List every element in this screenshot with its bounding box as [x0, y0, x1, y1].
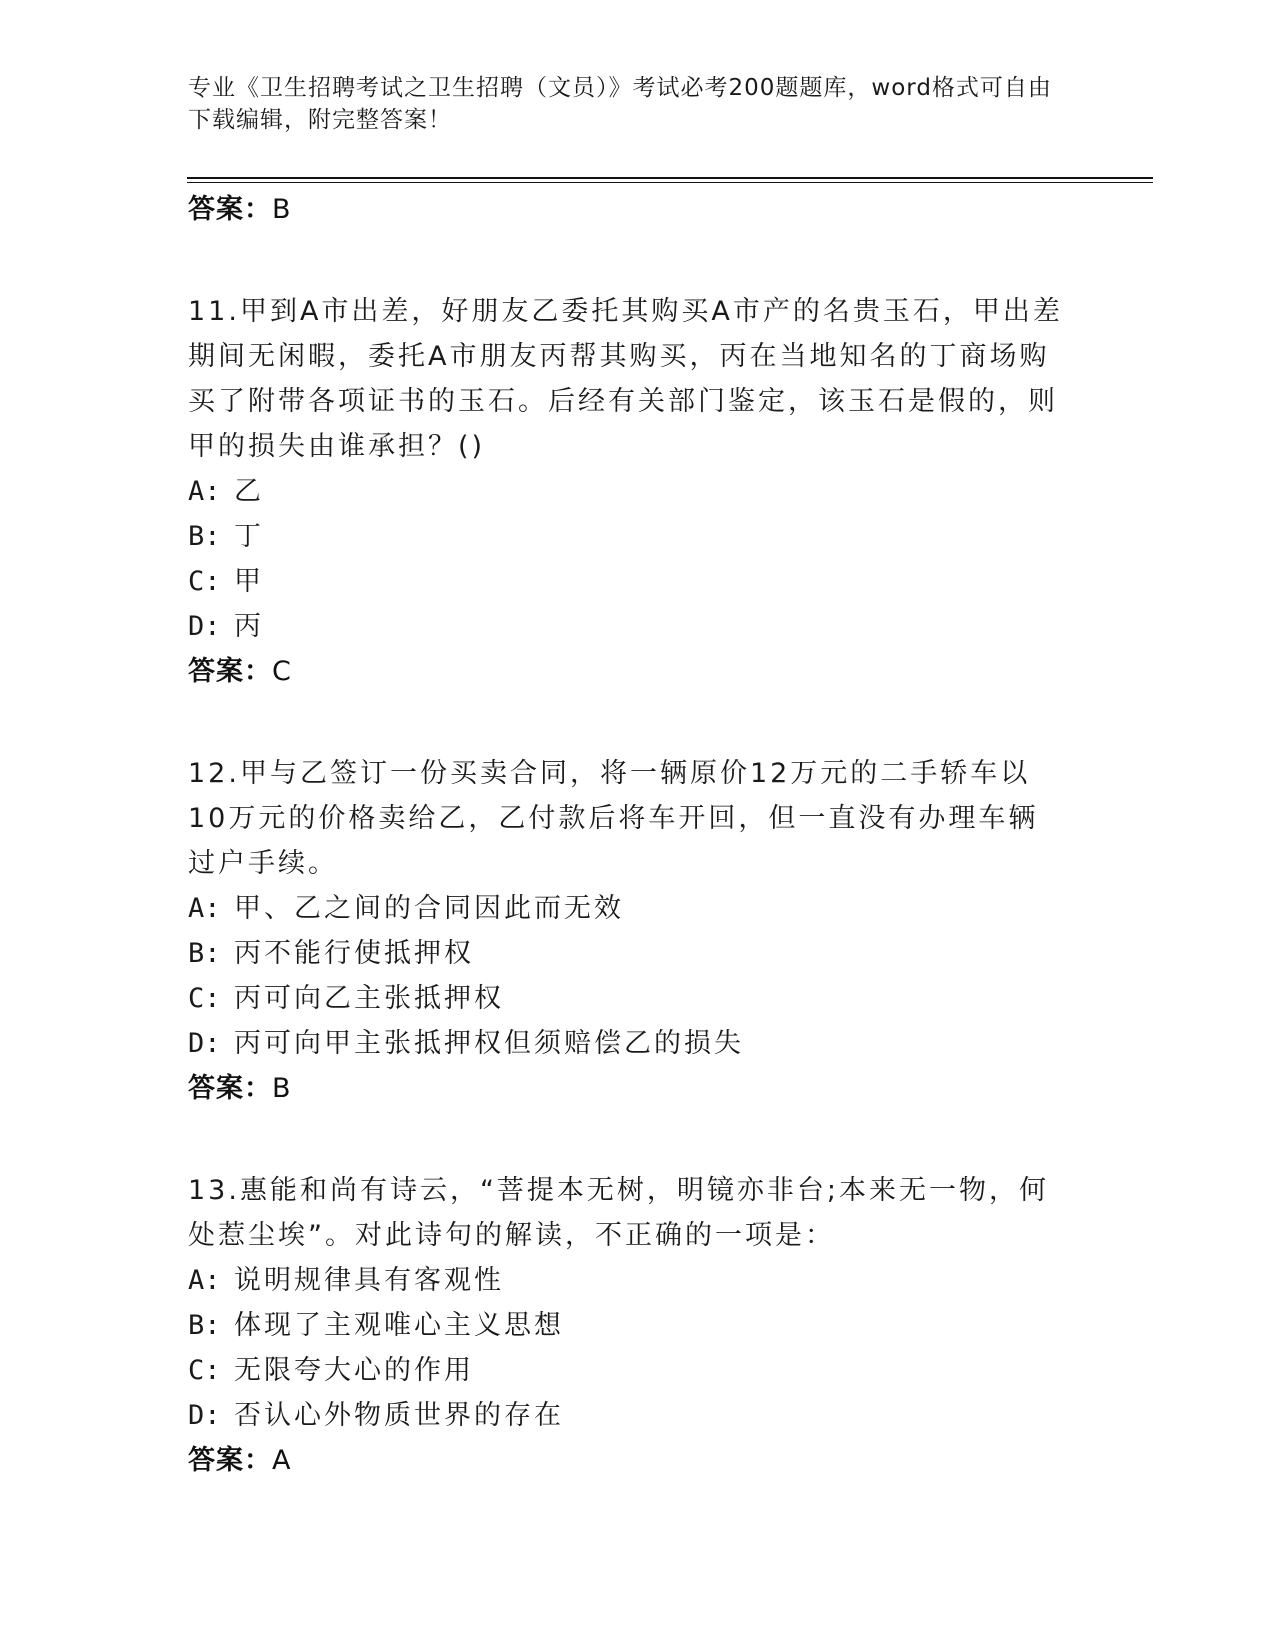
option-text: 否认心外物质世界的存在: [234, 1400, 564, 1431]
option-b: [188, 1303, 1068, 1348]
option-text: 说明规律具有客观性: [234, 1265, 504, 1296]
answer-value: B: [272, 194, 292, 225]
header-divider-thin: [187, 182, 1153, 183]
question-text: 12.甲与乙签订一份买卖合同，将一辆原价12万元的二手轿车以10万元的价格卖给乙，乙付款后将车开回，但一直没有办理车辆过户手续。: [188, 758, 1039, 879]
option-d: [188, 604, 1068, 649]
option-text: 丙可向甲主张抵押权但须赔偿乙的损失: [234, 1028, 744, 1059]
option-b: [188, 514, 1068, 559]
option-letter: B:: [188, 1310, 221, 1341]
spacer: [188, 1112, 1068, 1168]
option-letter: D:: [188, 1028, 221, 1059]
answer-value: B: [272, 1073, 292, 1104]
header-divider-thick: [187, 177, 1153, 179]
question-11: [188, 289, 1068, 695]
option-d: [188, 1021, 1068, 1066]
option-text: 甲、乙之间的合同因此而无效: [234, 893, 624, 924]
option-c: [188, 1348, 1068, 1393]
option-letter: C:: [188, 983, 221, 1014]
answer-label: 答案：: [188, 1445, 272, 1476]
option-letter: D:: [188, 1400, 221, 1431]
option-letter: B:: [188, 938, 221, 969]
option-letter: C:: [188, 566, 221, 597]
option-letter: C:: [188, 1355, 221, 1386]
option-letter: A:: [188, 893, 221, 924]
option-text: 丙不能行使抵押权: [234, 938, 474, 969]
option-text: 甲: [234, 566, 264, 597]
question-13: [188, 1168, 1068, 1484]
option-text: 丙可向乙主张抵押权: [234, 983, 504, 1014]
answer: [188, 1438, 1068, 1484]
page-header: 专业《卫生招聘考试之卫生招聘（文员）》考试必考200题题库，word格式可自由下载编辑，附完整答案！: [188, 75, 1052, 133]
question-12: [188, 751, 1068, 1112]
option-b: [188, 931, 1068, 976]
answer-value: C: [272, 656, 292, 687]
answer-value: A: [272, 1445, 292, 1476]
option-c: [188, 976, 1068, 1021]
spacer: [188, 695, 1068, 751]
option-letter: A:: [188, 476, 221, 507]
option-letter: B:: [188, 521, 221, 552]
answer: [188, 1066, 1068, 1112]
answer-label: 答案：: [188, 1073, 272, 1104]
option-text: 丙: [234, 611, 264, 642]
option-c: [188, 559, 1068, 604]
document-body: [188, 187, 1068, 1484]
option-text: 体现了主观唯心主义思想: [234, 1310, 564, 1341]
answer: [188, 649, 1068, 695]
spacer: [188, 233, 1068, 289]
option-text: 丁: [234, 521, 264, 552]
option-text: 乙: [234, 476, 264, 507]
option-a: [188, 886, 1068, 931]
question-text: 11.甲到A市出差，好朋友乙委托其购买A市产的名贵玉石，甲出差期间无闲暇，委托A市朋友丙帮其购买，丙在当地知名的丁商场购买了附带各项证书的玉石。后经有关部门鉴定，该玉石是假的，则甲的损失由谁承担？(): [188, 296, 1063, 462]
previous-answer: [188, 187, 1068, 233]
answer-label: 答案：: [188, 656, 272, 687]
option-letter: D:: [188, 611, 221, 642]
option-d: [188, 1393, 1068, 1438]
option-a: [188, 1258, 1068, 1303]
answer-label: 答案：: [188, 194, 272, 225]
option-a: [188, 469, 1068, 514]
question-text: 13.惠能和尚有诗云，“菩提本无树，明镜亦非台;本来无一物，何处惹尘埃”。对此诗句的解读，不正确的一项是：: [188, 1175, 1050, 1251]
option-text: 无限夸大心的作用: [234, 1355, 474, 1386]
option-letter: A:: [188, 1265, 221, 1296]
